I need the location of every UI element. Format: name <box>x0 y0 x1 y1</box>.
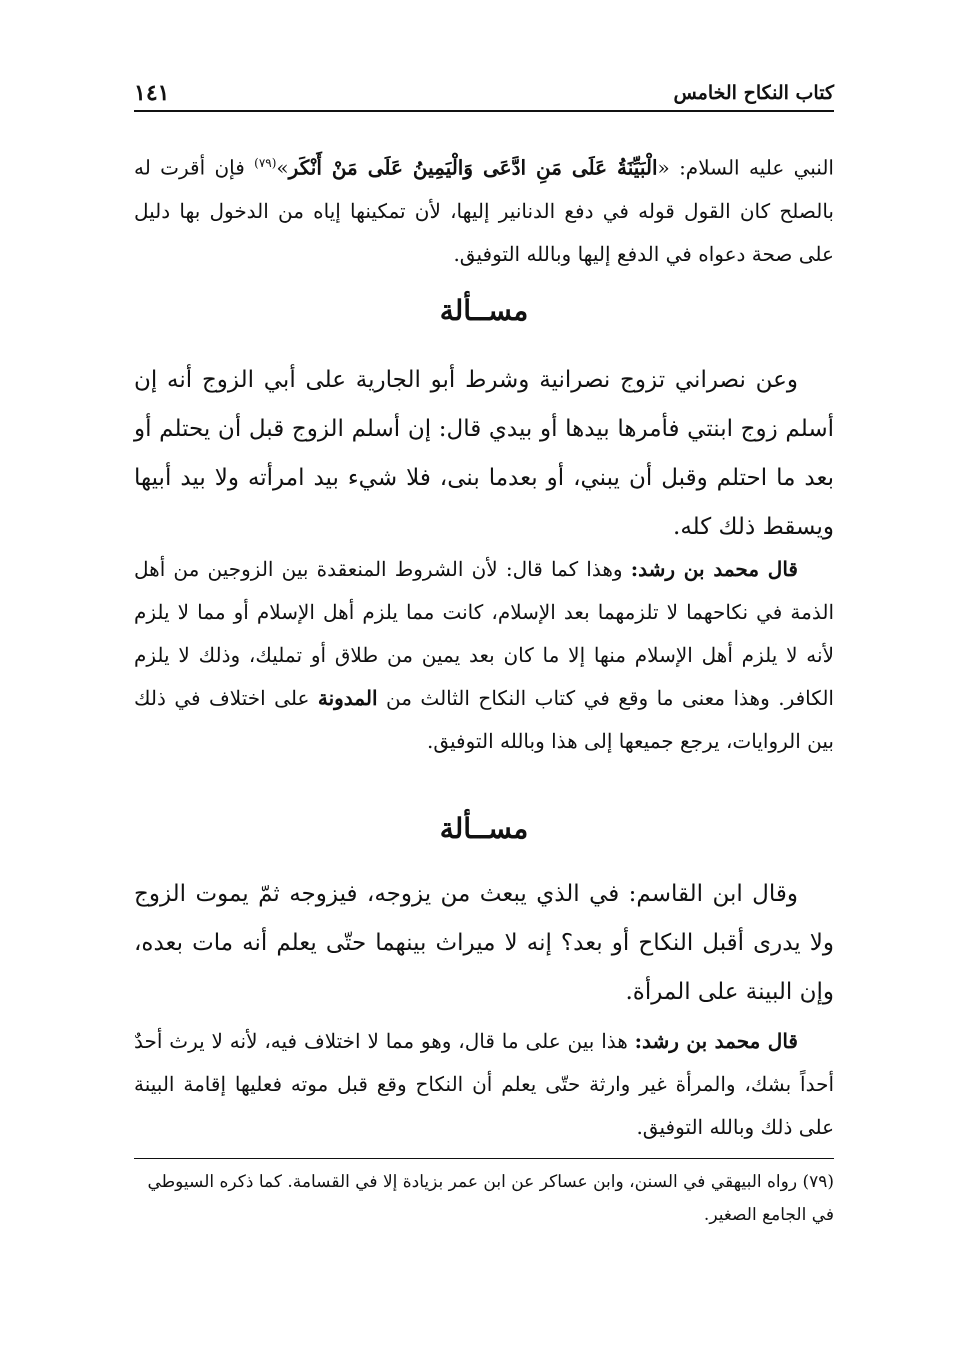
para3-end: على اختلاف في ذلك بين الروايات، يرجع جميعها إلى هذا وبالله التوفيق. <box>134 686 834 753</box>
para5-text: هذا بين على ما قال، وهو مما لا اختلاف فيه، لأنه لا يرث أحدٌ أحداً بشك، والمرأة غير وارثة حتّى يعلم أن النكاح وقع قبل موته فعليها إقامة البينة على ذلك وبالله التوفيق. <box>134 1029 834 1139</box>
para1-quote-close: » <box>276 155 289 180</box>
section-heading-2: مســألة <box>439 812 529 845</box>
paragraph-5 <box>134 1020 834 1149</box>
paragraph-4: وقال ابن القاسم: في الذي يبعث من يزوجه، فيزوجه ثمّ يموت الزوج ولا يدرى أقبل النكاح أو بعد؟ إنه لا ميراث بينهما حتّى يعلم أنه مات بعده، وإن البينة على المرأة. <box>134 881 834 1005</box>
speaker-label-2: قال محمد بن رشد: <box>634 1029 798 1053</box>
page-header <box>134 70 834 112</box>
footnote: (٧٩) رواه البيهقي في السنن، وابن عساكر عن ابن عمر بزيادة إلا في القسامة. كما ذكره السيوطي في الجامع الصغير. <box>147 1172 834 1225</box>
para1-rest: فإن أقرت له بالصلح كان القول قوله في دفع الدنانير إليها، لأن تمكينها إياه من الدخول بها دليل على صحة دعواه في الدفع إليها وبالله التوفيق. <box>134 155 834 266</box>
footnote-ref: (٧٩) <box>254 156 277 170</box>
para1-intro: النبي عليه السلام: « <box>657 155 834 180</box>
speaker-label: قال محمد بن رشد: <box>630 557 798 581</box>
mudawwana-title: المدونة <box>317 686 378 710</box>
hadith-quote: الْبَيِّنَةُ عَلَى مَنِ ادَّعَى وَالْيَمِينُ عَلَى مَنْ أَنْكَر <box>288 155 658 180</box>
paragraph-1 <box>134 142 834 276</box>
page-number: ١٤١ <box>134 80 170 106</box>
para3-text: وهذا كما قال: لأن الشروط المنعقدة بين الزوجين من أهل الذمة في نكاحهما لا تلزمهما بعد الإسلام، كانت مما يلزم أهل الإسلام أو مما لا يلزم لأنه لا يلزم أهل الإسلام منها إلا ما كان بعد يمين من طلاق أو تمليك، وذلك لا يلزم الكافر. وهذا معنى ما وقع في كتاب النكاح الثالث من <box>134 557 834 710</box>
paragraph-3 <box>134 548 834 763</box>
running-title: كتاب النكاح الخامس <box>673 82 834 104</box>
section-heading-1: مســألة <box>439 294 529 327</box>
footnote-divider <box>134 1158 834 1159</box>
paragraph-2: وعن نصراني تزوج نصرانية وشرط أبو الجارية على أبي الزوج أنه إن أسلم زوج ابنتي فأمرها بيدها أو بيدي قال: إن أسلم الزوج قبل أن يحتلم أو بعد ما احتلم وقبل أن يبني، أو بعدما بنى، فلا شيء بيد امرأته ولا بيد أبيها ويسقط ذلك كله. <box>134 367 834 540</box>
